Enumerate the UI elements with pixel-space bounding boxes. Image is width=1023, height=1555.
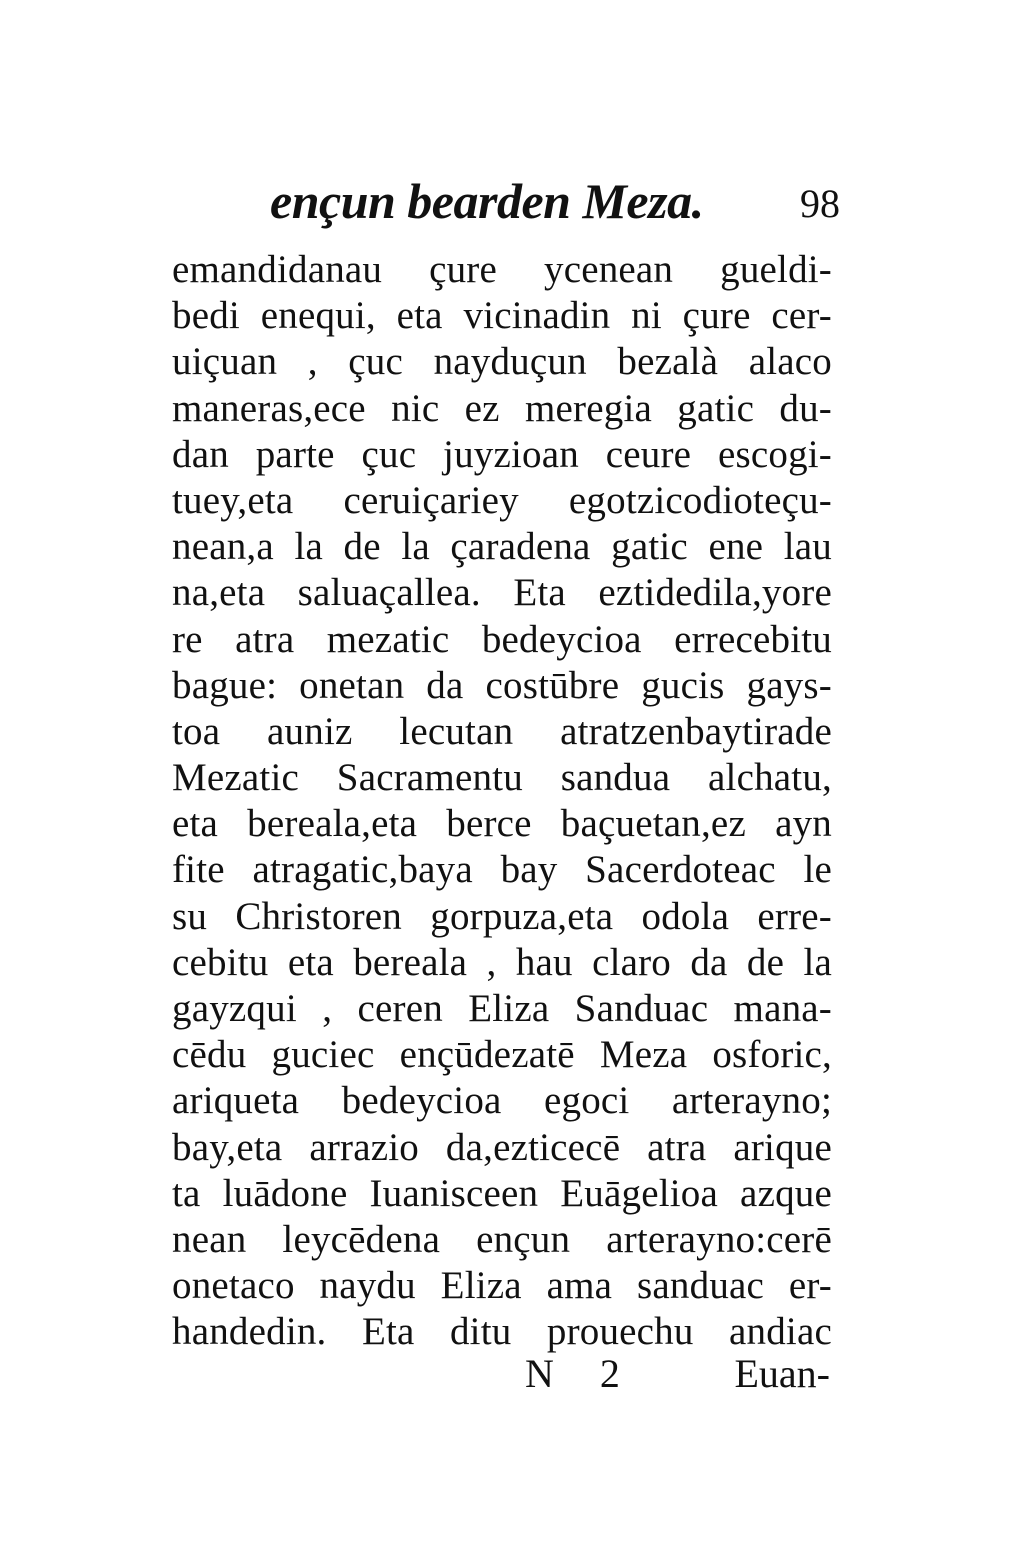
page-footer	[505, 1350, 830, 1410]
text-line: bedi enequi, eta vicinadin ni çure cer-	[172, 294, 832, 338]
text-line: re atra mezatic bedeycioa errecebitu	[172, 617, 832, 661]
text-line: maneras,ece nic ez meregia gatic du-	[172, 386, 832, 430]
body-text	[172, 247, 832, 1356]
text-line: tuey,eta ceruiçariey egotzicodioteçu-	[172, 478, 832, 522]
text-line: nean,a la de la çaradena gatic ene lau	[172, 525, 832, 569]
text-line: uiçuan , çuc nayduçun bezalà alaco	[172, 340, 832, 384]
running-head-title: ençun bearden Meza.	[270, 173, 704, 229]
text-line: toa auniz lecutan atratzenbaytirade	[172, 709, 832, 753]
text-line: fite atragatic,baya bay Sacerdoteac le	[172, 848, 832, 892]
text-line: bague: onetan da costūbre gucis gays-	[172, 663, 832, 707]
text-line: bay,eta arrazio da,ezticecē atra arique	[172, 1125, 832, 1169]
text-line: na,eta saluaçallea. Eta eztidedila,yore	[172, 571, 832, 615]
text-line: eta bereala,eta berce baçuetan,ez ayn	[172, 802, 832, 846]
text-line: handedin. Eta ditu prouechu andiac	[172, 1310, 832, 1354]
text-line: emandidanau çure ycenean gueldi-	[172, 248, 832, 291]
signature-mark: N 2	[525, 1351, 638, 1396]
text-line: gayzqui , ceren Eliza Sanduac mana-	[172, 987, 832, 1030]
text-line: dan parte çuc juyzioan ceure escogi-	[172, 432, 832, 476]
text-line: su Christoren gorpuza,eta odola erre-	[172, 894, 832, 938]
page-number: 98	[800, 181, 840, 226]
text-line: ta luādone Iuanisceen Euāgelioa azque	[172, 1171, 832, 1215]
text-line: cebitu eta bereala , hau claro da de la	[172, 940, 832, 984]
text-line: nean leycēdena ençun arterayno:cerē	[172, 1217, 832, 1261]
catchword: Euan-	[734, 1351, 830, 1396]
running-head	[270, 172, 840, 242]
text-line: Mezatic Sacramentu sandua alchatu,	[172, 756, 832, 800]
text-line: cēdu guciec ençūdezatē Meza osforic,	[172, 1033, 832, 1077]
text-line: onetaco naydu Eliza ama sanduac er-	[172, 1264, 832, 1308]
text-line: ariqueta bedeycioa egoci arterayno;	[172, 1079, 832, 1123]
